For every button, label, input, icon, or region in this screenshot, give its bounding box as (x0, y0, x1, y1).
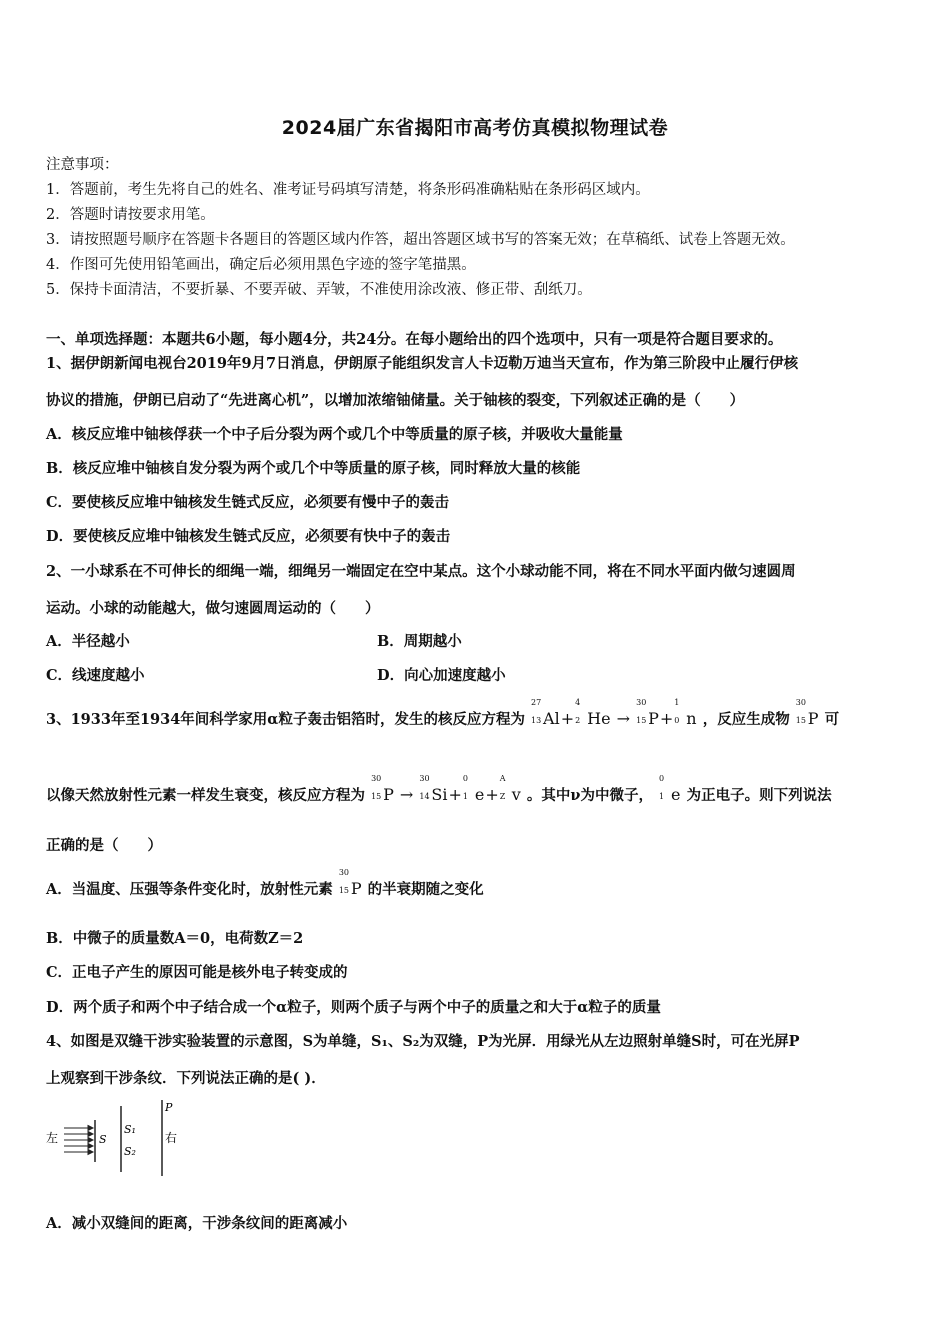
double-slit-diagram (44, 1100, 194, 1180)
nuclide-p: 30 15 P (371, 774, 394, 804)
light-rays (64, 1126, 93, 1155)
q1-option-b: B．核反应堆中铀核自发分裂为两个或几个中等质量的原子核，同时释放大量的核能 (46, 460, 581, 477)
q3-stem-line2 (46, 774, 832, 805)
reaction-arrow: → (616, 709, 631, 728)
diagram-label-s1: S₁ (124, 1123, 136, 1136)
q2-option-a: A．半径越小 (46, 633, 130, 650)
notice-item-4: 4．作图可先使用铅笔画出，确定后必须用黑色字迹的签字笔描黑。 (46, 257, 476, 273)
q1-option-a: A．核反应堆中铀核俘获一个中子后分裂为两个或几个中等质量的原子核，并吸收大量能量 (46, 426, 623, 443)
nuclide-si: 30 14 Si (419, 774, 448, 804)
q3-option-a (46, 868, 484, 899)
q3-text-2b: 。其中ν为中微子， (526, 787, 653, 804)
section-heading: 一、单项选择题：本题共6小题，每小题4分，共24分。在每小题给出的四个选项中，只有一项是符合题目要求的。 (46, 331, 783, 348)
q2-option-d: D．向心加速度越小 (377, 667, 506, 684)
q3-positron (658, 774, 681, 804)
nuclide-e: 0 1 e (659, 774, 681, 804)
nuclide-he: 4 2 He (575, 698, 611, 728)
q3-text-1c: 可 (824, 711, 840, 728)
nuclide-n: 1 0 n (674, 698, 697, 728)
notice-heading: 注意事项： (46, 157, 119, 173)
q3-reaction-equation-1: 27 13 Al+ 4 2 He → 30 15 P+ 1 0 n (531, 698, 697, 728)
q2-option-c: C．线速度越小 (46, 667, 145, 684)
nuclide-p: 30 15 P (338, 868, 362, 898)
notice-item-3: 3．请按照题号顺序在答题卡各题目的答题区域内作答，超出答题区域书写的答案无效；在草稿纸、试卷上答题无效。 (46, 232, 795, 248)
reaction-arrow: → (399, 785, 414, 804)
q2-stem-line2: 运动。小球的动能越大，做匀速圆周运动的（ ） (46, 600, 380, 617)
q4-stem-line1: 4、如图是双缝干涉实验装置的示意图，S为单缝，S₁、S₂为双缝，P为光屏．用绿光从左边照射单缝S时，可在光屏P (46, 1033, 800, 1050)
q1-stem-line1: 1、据伊朗新闻电视台2019年9月7日消息，伊朗原子能组织发言人卡迈勒万迪当天宣布，作为第三阶段中止履行伊核 (46, 355, 799, 372)
q3-stem-line3: 正确的是（ ） (46, 837, 162, 854)
nuclide-al: 27 13 Al (531, 698, 560, 728)
notice-item-1: 1．答题前，考生先将自己的姓名、准考证号码填写清楚，将条形码准确粘贴在条形码区域内。 (46, 182, 650, 198)
q3-option-a-text1: A．当温度、压强等条件变化时，放射性元素 (46, 881, 333, 898)
nuclide-p: 30 15 P (795, 698, 819, 728)
q3-option-a-text2: 的半衰期随之变化 (367, 881, 484, 898)
exam-title: 2024届广东省揭阳市高考仿真模拟物理试卷 (281, 117, 669, 139)
q1-stem-line2: 协议的措施，伊朗已启动了“先进离心机”，以增加浓缩铀储量。关于铀核的裂变，下列叙述正确的是（ ） (46, 392, 745, 409)
q1-option-c: C．要使核反应堆中铀核发生链式反应，必须要有慢中子的轰击 (46, 494, 450, 511)
q3-text-2a: 以像天然放射性元素一样发生衰变，核反应方程为 (46, 787, 365, 804)
q2-stem-line1: 2、一小球系在不可伸长的细绳一端，细绳另一端固定在空中某点。这个小球动能不同，将在不同水平面内做匀速圆周 (46, 563, 796, 580)
q3-reaction-equation-2: 30 15 P → 30 14 Si+ 0 1 e+ A Z v (371, 774, 521, 804)
diagram-label-right: 右 (165, 1131, 178, 1145)
nuclide-v: A Z v (499, 774, 521, 804)
q1-option-d: D．要使核反应堆中铀核发生链式反应，必须要有快中子的轰击 (46, 528, 451, 545)
diagram-label-s2: S₂ (124, 1145, 136, 1158)
q4-option-a: A．减小双缝间的距离，干涉条纹间的距离减小 (46, 1215, 348, 1232)
q4-stem-line2: 上观察到干涉条纹．下列说法正确的是( )． (46, 1070, 326, 1087)
nuclide-e: 0 1 e (462, 774, 485, 804)
notice-item-2: 2．答题时请按要求用笔。 (46, 207, 215, 223)
diagram-label-left: 左 (46, 1131, 59, 1145)
q3-text-1b: ，反应生成物 (702, 711, 790, 728)
diagram-label-p: P (165, 1101, 173, 1114)
q3-option-a-nuclide (338, 868, 363, 898)
q3-text-1a: 3、1933年至1934年间科学家用α粒子轰击铝箔时，发生的核反应方程为 (46, 711, 525, 728)
q3-option-d: D．两个质子和两个中子结合成一个α粒子，则两个质子与两个中子的质量之和大于α粒子的质量 (46, 999, 661, 1016)
q3-option-c: C．正电子产生的原因可能是核外电子转变成的 (46, 964, 348, 981)
q3-option-b: B．中微子的质量数A＝0，电荷数Z＝2 (46, 930, 304, 947)
q3-text-2c: 为正电子。则下列说法 (686, 787, 832, 804)
diagram-label-s: S (99, 1133, 107, 1146)
nuclide-p: 30 15 P (636, 698, 659, 728)
notice-item-5: 5．保持卡面清洁，不要折暴、不要弄破、弄皱，不准使用涂改液、修正带、刮纸刀。 (46, 282, 592, 298)
q3-product-p (795, 698, 820, 728)
q3-stem-line1 (46, 698, 840, 729)
q2-option-b: B．周期越小 (377, 633, 462, 650)
